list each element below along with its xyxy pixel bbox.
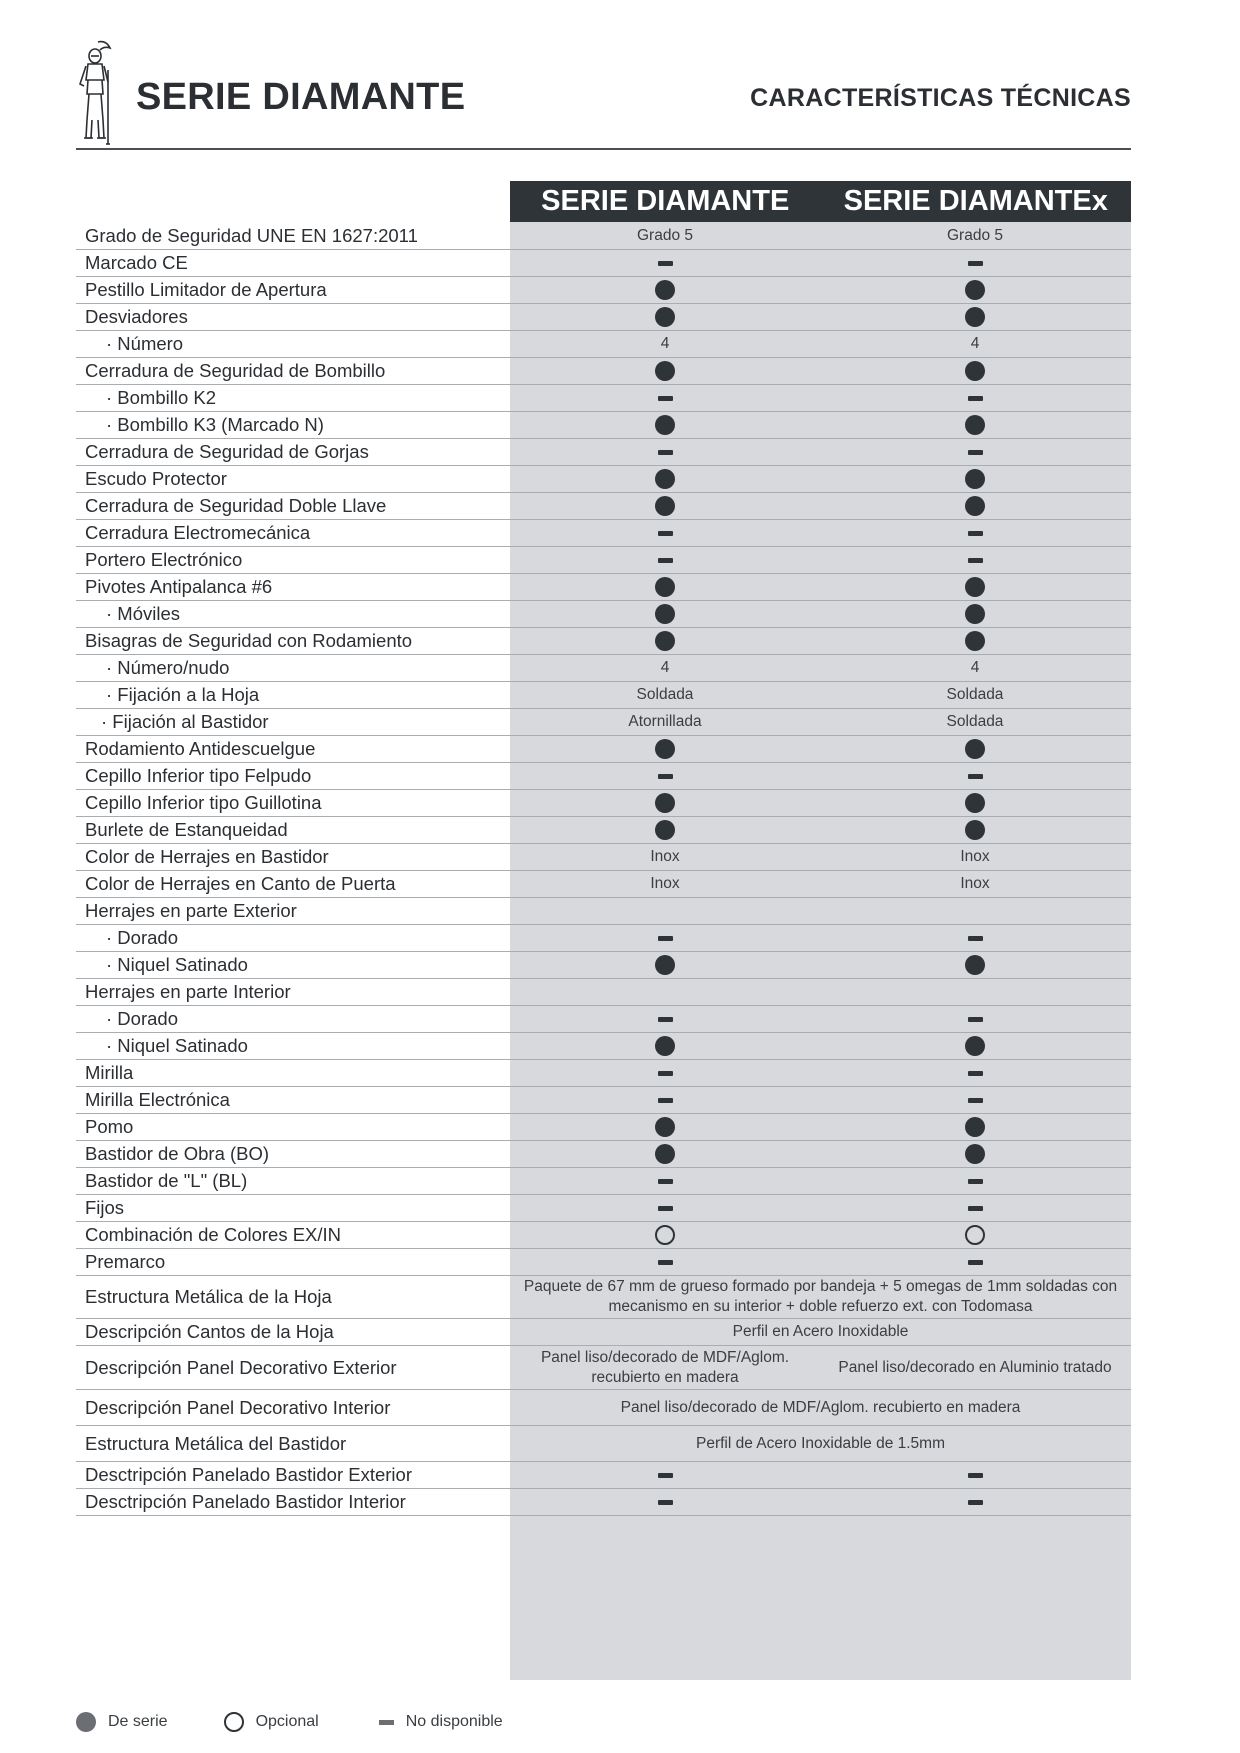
- dash-icon: [968, 558, 983, 563]
- cell-unavailable: [820, 1098, 1130, 1103]
- row-label: Rodamiento Antidescuelgue: [85, 738, 316, 759]
- filled-circle-icon: [965, 604, 985, 624]
- filled-circle-icon: [655, 469, 675, 489]
- cell-unavailable: [820, 396, 1130, 401]
- table-row: [76, 871, 1131, 898]
- cell-value: [510, 874, 820, 894]
- cell-standard: [510, 307, 820, 327]
- dash-icon: [658, 531, 673, 536]
- table-row: [76, 1390, 1131, 1426]
- row-label: Grado de Seguridad UNE EN 1627:2011: [85, 224, 418, 246]
- row-label: · Número/nudo: [106, 657, 230, 678]
- dash-icon: [658, 1098, 673, 1103]
- table-row: [76, 628, 1131, 655]
- cell-optional: [820, 1225, 1130, 1245]
- cell-value: [820, 226, 1130, 246]
- row-label: Herrajes en parte Interior: [85, 981, 291, 1002]
- cell-standard: [820, 469, 1130, 489]
- filled-circle-icon: [655, 415, 675, 435]
- filled-circle-icon: [965, 820, 985, 840]
- cell-standard: [510, 361, 820, 381]
- table-row: [76, 574, 1131, 601]
- row-label: Herrajes en parte Exterior: [85, 900, 297, 921]
- row-label: Desctripción Panelado Bastidor Exterior: [85, 1464, 412, 1485]
- filled-circle-icon: [655, 361, 675, 381]
- cell-value: [510, 1348, 820, 1388]
- filled-circle-icon: [965, 280, 985, 300]
- cell-standard: [510, 955, 820, 975]
- table-row: [76, 1033, 1131, 1060]
- filled-circle-icon: [655, 577, 675, 597]
- row-label: Descripción Cantos de la Hoja: [85, 1321, 334, 1342]
- cell-unavailable: [820, 1473, 1130, 1478]
- table-row: [76, 304, 1131, 331]
- cell-value: [510, 712, 820, 732]
- row-label: Cepillo Inferior tipo Guillotina: [85, 792, 322, 813]
- cell-unavailable: [820, 1179, 1130, 1184]
- cell-text: Inox: [650, 848, 680, 865]
- cell-value: [510, 685, 820, 705]
- cell-text: Inox: [650, 875, 680, 892]
- row-label: Pomo: [85, 1116, 134, 1137]
- empty-circle-icon: [655, 1225, 675, 1245]
- row-label: Burlete de Estanqueidad: [85, 819, 288, 840]
- filled-circle-icon: [655, 631, 675, 651]
- row-label: Cepillo Inferior tipo Felpudo: [85, 765, 312, 786]
- dash-icon: [658, 1017, 673, 1022]
- dash-icon: [658, 774, 673, 779]
- cell-unavailable: [820, 1071, 1130, 1076]
- legend-item-unavailable: [375, 1713, 503, 1731]
- row-label: · Niquel Satinado: [106, 954, 248, 975]
- table-row: [76, 277, 1131, 304]
- table-row: [76, 844, 1131, 871]
- dash-icon: [658, 396, 673, 401]
- table-row: [76, 1114, 1131, 1141]
- row-label: Color de Herrajes en Bastidor: [85, 846, 329, 867]
- dash-icon: [968, 1017, 983, 1022]
- row-label: · Número: [106, 333, 184, 354]
- table-row: [76, 898, 1131, 925]
- row-label: Mirilla: [85, 1062, 134, 1083]
- cell-unavailable: [820, 774, 1130, 779]
- row-label: Bastidor de Obra (BO): [85, 1143, 270, 1164]
- column-header-diamantex: SERIE DIAMANTEx: [843, 185, 1108, 217]
- table-row: [76, 763, 1131, 790]
- table-row: [76, 385, 1131, 412]
- cell-unavailable: [510, 261, 820, 266]
- filled-circle-icon: [655, 280, 675, 300]
- cell-unavailable: [510, 1179, 820, 1184]
- cell-text: 4: [970, 335, 980, 352]
- dash-icon: [968, 450, 983, 455]
- dash-icon: [968, 1260, 983, 1265]
- filled-circle-icon: [655, 793, 675, 813]
- cell-standard: [820, 739, 1130, 759]
- filled-circle-icon: [655, 955, 675, 975]
- filled-circle-icon: [965, 496, 985, 516]
- cell-value: [820, 874, 1130, 894]
- cell-standard: [820, 1144, 1130, 1164]
- dash-icon: [968, 261, 983, 266]
- cell-standard: [820, 820, 1130, 840]
- row-label: Fijos: [85, 1197, 125, 1218]
- dash-icon: [968, 1098, 983, 1103]
- row-label: Premarco: [85, 1251, 166, 1272]
- table-row: [76, 1462, 1131, 1489]
- brand-title: SERIE DIAMANTE: [136, 76, 466, 118]
- cell-standard: [510, 820, 820, 840]
- cell-standard: [820, 496, 1130, 516]
- filled-circle-icon: [655, 1117, 675, 1137]
- cell-standard: [510, 469, 820, 489]
- empty-circle-icon: [965, 1225, 985, 1245]
- table-row: [76, 520, 1131, 547]
- row-label: · Fijación al Bastidor: [101, 711, 269, 732]
- dash-icon: [968, 396, 983, 401]
- legend-label-unavailable: No disponible: [405, 1713, 503, 1730]
- filled-circle-icon: [965, 793, 985, 813]
- cell-standard: [510, 1144, 820, 1164]
- cell-unavailable: [510, 450, 820, 455]
- page-header: [76, 40, 1131, 150]
- cell-standard: [820, 577, 1130, 597]
- cell-standard: [510, 631, 820, 651]
- table-row: [76, 1168, 1131, 1195]
- row-value-shared: Paquete de 67 mm de grueso formado por bandeja + 5 omegas de 1mm soldadas con mecanismo en su interior + doble refuerzo ext. con Todomasa: [523, 1278, 1118, 1315]
- dash-icon: [968, 531, 983, 536]
- column-header: [510, 181, 1131, 222]
- table-row: [76, 1319, 1131, 1346]
- cell-text: Grado 5: [946, 226, 1003, 244]
- cell-unavailable: [510, 1206, 820, 1211]
- cell-text: Atornillada: [628, 713, 702, 730]
- legend-label-optional: Opcional: [255, 1713, 319, 1730]
- cell-unavailable: [510, 1017, 820, 1022]
- row-label: Estructura Metálica del Bastidor: [85, 1432, 347, 1454]
- row-label: Color de Herrajes en Canto de Puerta: [85, 873, 396, 894]
- table-row: [76, 790, 1131, 817]
- cell-text: Inox: [960, 848, 990, 865]
- cell-unavailable: [510, 936, 820, 941]
- cell-standard: [820, 307, 1130, 327]
- table-row: [76, 1489, 1131, 1516]
- row-value-shared: Perfil en Acero Inoxidable: [732, 1323, 909, 1340]
- cell-value: [820, 1358, 1130, 1378]
- table-row: [76, 466, 1131, 493]
- cell-text: Soldada: [946, 686, 1004, 703]
- cell-unavailable: [820, 450, 1130, 455]
- cell-standard: [820, 793, 1130, 813]
- cell-unavailable: [510, 531, 820, 536]
- legend-item-optional: [224, 1712, 319, 1732]
- dash-icon: [968, 1206, 983, 1211]
- filled-circle-icon: [655, 307, 675, 327]
- filled-circle-icon: [655, 496, 675, 516]
- dash-icon: [968, 1179, 983, 1184]
- cell-unavailable: [820, 1500, 1130, 1505]
- row-label: Marcado CE: [85, 252, 188, 273]
- table-row: [76, 1087, 1131, 1114]
- dash-icon: [658, 450, 673, 455]
- row-label: Bastidor de "L" (BL): [85, 1170, 248, 1191]
- table-row: [76, 736, 1131, 763]
- cell-standard: [820, 955, 1130, 975]
- cell-text: Panel liso/decorado de MDF/Aglom. recubierto en madera: [540, 1348, 790, 1386]
- column-header-diamante: SERIE DIAMANTE: [541, 185, 790, 217]
- cell-standard: [510, 280, 820, 300]
- table-row: [76, 817, 1131, 844]
- filled-circle-icon: [965, 631, 985, 651]
- cell-optional: [510, 1225, 820, 1245]
- cell-unavailable: [510, 396, 820, 401]
- filled-circle-icon: [965, 577, 985, 597]
- filled-circle-icon: [655, 604, 675, 624]
- table-row: [76, 1346, 1131, 1390]
- cell-standard: [820, 415, 1130, 435]
- filled-circle-icon: [965, 307, 985, 327]
- cell-standard: [820, 631, 1130, 651]
- section-title: CARACTERÍSTICAS TÉCNICAS: [750, 84, 1131, 112]
- cell-unavailable: [820, 558, 1130, 563]
- cell-standard: [510, 1117, 820, 1137]
- row-label: Escudo Protector: [85, 468, 227, 489]
- cell-text: 4: [660, 335, 670, 352]
- row-label: · Móviles: [106, 603, 181, 624]
- filled-circle-icon: [965, 739, 985, 759]
- row-label: Combinación de Colores EX/IN: [85, 1224, 342, 1245]
- dash-icon: [658, 261, 673, 266]
- cell-value: [510, 847, 820, 867]
- filled-circle-icon: [655, 1036, 675, 1056]
- row-label: Descripción Panel Decorativo Interior: [85, 1396, 391, 1418]
- cell-text: Soldada: [946, 713, 1004, 730]
- dash-icon: [379, 1720, 394, 1725]
- cell-value: [820, 847, 1130, 867]
- cell-unavailable: [510, 558, 820, 563]
- row-label: · Niquel Satinado: [106, 1035, 248, 1056]
- cell-standard: [820, 280, 1130, 300]
- dash-icon: [658, 1500, 673, 1505]
- row-label: Bisagras de Seguridad con Rodamiento: [85, 630, 413, 651]
- cell-text: Inox: [960, 875, 990, 892]
- cell-standard: [510, 577, 820, 597]
- filled-circle-icon: [965, 1144, 985, 1164]
- cell-standard: [820, 604, 1130, 624]
- cell-standard: [820, 1036, 1130, 1056]
- row-label: Pestillo Limitador de Apertura: [85, 279, 327, 300]
- table-row: [76, 952, 1131, 979]
- cell-standard: [510, 1036, 820, 1056]
- table-row: [76, 709, 1131, 736]
- dash-icon: [968, 1473, 983, 1478]
- row-label: Desviadores: [85, 306, 188, 327]
- row-label: Cerradura de Seguridad de Gorjas: [85, 441, 369, 462]
- table-row: [76, 655, 1131, 682]
- cell-unavailable: [510, 1473, 820, 1478]
- table-row: [76, 412, 1131, 439]
- table-row: [76, 222, 1131, 250]
- filled-circle-icon: [655, 820, 675, 840]
- dash-icon: [658, 1071, 673, 1076]
- table-row: [76, 601, 1131, 628]
- row-label: Cerradura de Seguridad Doble Llave: [85, 495, 387, 516]
- cell-unavailable: [510, 1260, 820, 1265]
- row-label: · Bombillo K3 (Marcado N): [106, 414, 324, 435]
- cell-value: [510, 226, 820, 246]
- table-row: [76, 250, 1131, 277]
- cell-standard: [820, 361, 1130, 381]
- cell-unavailable: [510, 1098, 820, 1103]
- cell-text: Soldada: [636, 686, 694, 703]
- row-label: Desctripción Panelado Bastidor Interior: [85, 1491, 406, 1512]
- dash-icon: [968, 936, 983, 941]
- cell-text: 4: [970, 659, 980, 676]
- cell-standard: [510, 415, 820, 435]
- row-label: · Dorado: [106, 1008, 178, 1029]
- filled-circle-icon: [965, 469, 985, 489]
- table-row: [76, 1426, 1131, 1462]
- spec-table: [76, 222, 1131, 1516]
- filled-circle-icon: [655, 1144, 675, 1164]
- legend-item-standard: [76, 1712, 168, 1732]
- row-label: Estructura Metálica de la Hoja: [85, 1286, 332, 1307]
- dash-icon: [658, 1179, 673, 1184]
- dash-icon: [658, 1206, 673, 1211]
- table-row: [76, 1249, 1131, 1276]
- row-label: · Bombillo K2: [106, 387, 217, 408]
- dash-icon: [968, 774, 983, 779]
- row-value-shared: Panel liso/decorado de MDF/Aglom. recubierto en madera: [620, 1398, 1021, 1416]
- dash-icon: [658, 558, 673, 563]
- row-label: Portero Electrónico: [85, 549, 243, 570]
- cell-standard: [510, 739, 820, 759]
- cell-value: [820, 685, 1130, 705]
- dash-icon: [658, 936, 673, 941]
- dash-icon: [658, 1473, 673, 1478]
- dash-icon: [968, 1500, 983, 1505]
- table-row: [76, 1276, 1131, 1319]
- table-row: [76, 1222, 1131, 1249]
- table-row: [76, 979, 1131, 1006]
- cell-standard: [510, 496, 820, 516]
- cell-unavailable: [510, 774, 820, 779]
- cell-value: [820, 334, 1130, 354]
- filled-circle-icon: [965, 361, 985, 381]
- table-row: [76, 493, 1131, 520]
- row-value-shared: Perfil de Acero Inoxidable de 1.5mm: [696, 1434, 945, 1452]
- cell-unavailable: [820, 1017, 1130, 1022]
- filled-circle-icon: [965, 955, 985, 975]
- cell-standard: [510, 793, 820, 813]
- table-row: [76, 439, 1131, 466]
- empty-circle-icon: [224, 1712, 244, 1732]
- cell-value: [820, 658, 1130, 678]
- cell-unavailable: [510, 1071, 820, 1076]
- cell-text: Panel liso/decorado en Aluminio tratado: [838, 1358, 1112, 1376]
- cell-text: Grado 5: [636, 226, 693, 244]
- filled-circle-icon: [655, 739, 675, 759]
- table-row: [76, 1060, 1131, 1087]
- table-row: [76, 1195, 1131, 1222]
- filled-circle-icon: [76, 1712, 96, 1732]
- cell-unavailable: [820, 261, 1130, 266]
- knight-icon: [76, 40, 114, 148]
- cell-unavailable: [820, 936, 1130, 941]
- cell-unavailable: [820, 1206, 1130, 1211]
- row-label: Cerradura de Seguridad de Bombillo: [85, 360, 386, 381]
- row-label: Descripción Panel Decorativo Exterior: [85, 1356, 397, 1378]
- cell-unavailable: [510, 1500, 820, 1505]
- filled-circle-icon: [965, 1117, 985, 1137]
- filled-circle-icon: [965, 1036, 985, 1056]
- cell-text: 4: [660, 659, 670, 676]
- cell-value: [820, 712, 1130, 732]
- cell-standard: [820, 1117, 1130, 1137]
- dash-icon: [658, 1260, 673, 1265]
- dash-icon: [968, 1071, 983, 1076]
- cell-value: [510, 334, 820, 354]
- table-row: [76, 331, 1131, 358]
- cell-unavailable: [820, 1260, 1130, 1265]
- table-row: [76, 1141, 1131, 1168]
- row-label: · Fijación a la Hoja: [106, 684, 260, 705]
- legend-label-standard: De serie: [108, 1713, 168, 1730]
- row-label: Mirilla Electrónica: [85, 1089, 230, 1110]
- row-label: Cerradura Electromecánica: [85, 522, 311, 543]
- table-row: [76, 547, 1131, 574]
- table-row: [76, 682, 1131, 709]
- row-label: Pivotes Antipalanca #6: [85, 576, 273, 597]
- legend: [76, 1712, 559, 1732]
- cell-unavailable: [820, 531, 1130, 536]
- table-row: [76, 358, 1131, 385]
- cell-standard: [510, 604, 820, 624]
- filled-circle-icon: [965, 415, 985, 435]
- cell-value: [510, 658, 820, 678]
- table-row: [76, 925, 1131, 952]
- table-row: [76, 1006, 1131, 1033]
- row-label: · Dorado: [106, 927, 178, 948]
